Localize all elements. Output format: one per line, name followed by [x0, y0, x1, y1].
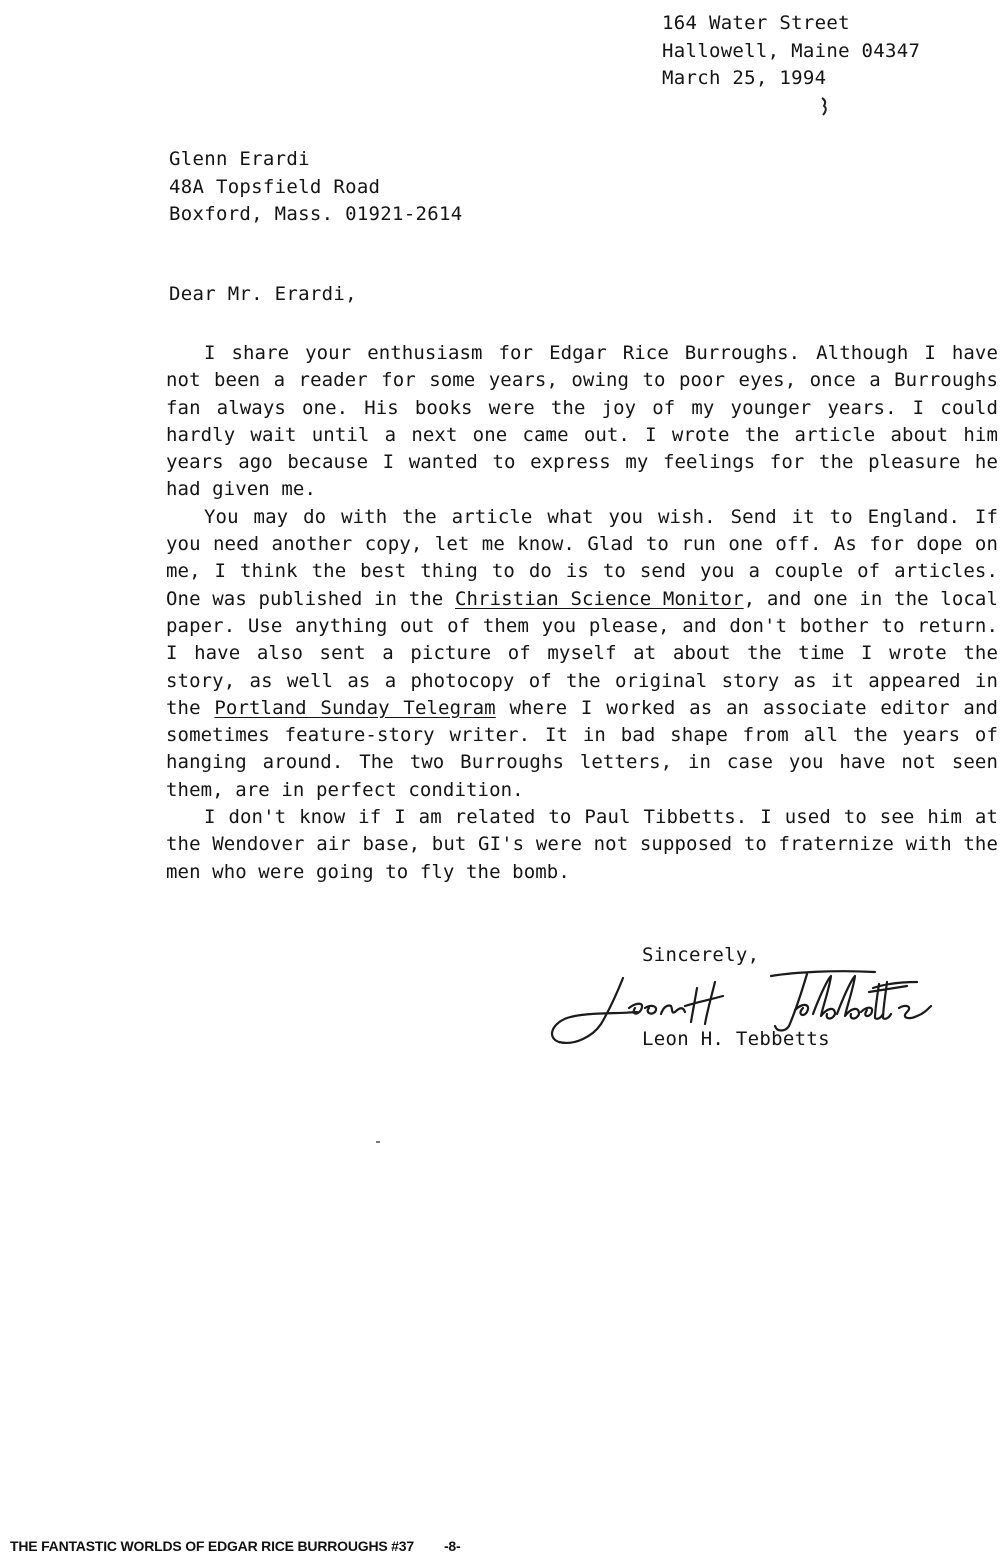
sender-address: [662, 10, 920, 93]
paragraph-2-text-c: , and one in the local paper. Use anything out of them you please, and don't bother to return. I have also sent a picture of myself at about the time I wrote the story, as well as a photocopy of the original story as it appeared in the: [166, 587, 998, 719]
publication-title: THE FANTASTIC WORLDS OF EDGAR RICE BURROUGHS #37: [10, 1538, 414, 1554]
paragraph-2-text-a: You may do with the article what you wish. Send it to England. If you need another copy, let me know. Glad to run one off. As for dope on me, I think the best thing to do is to send you a couple of articles. One was published in the: [166, 505, 998, 610]
page-number: -8-: [443, 1538, 461, 1554]
sender-city-state-zip: Hallowell, Maine 04347: [662, 39, 921, 62]
paper-speck: [376, 1141, 380, 1143]
sender-street: 164 Water Street: [662, 12, 850, 34]
christian-science-monitor-title: Christian Science Monitor: [454, 587, 744, 610]
recipient-name: Glenn Erardi: [169, 148, 310, 170]
paragraph-2-text-e: where I worked as an associate editor and sometimes feature-story writer. It in bad shape from all the years of hanging around. The two Burroughs letters, in case you have not seen them, are in perfect condition.: [166, 696, 999, 801]
recipient-street: 48A Topsfield Road: [169, 175, 381, 198]
paragraph-3: I don't know if I am related to Paul Tibbetts. I used to see him at the Wendover air base, but GI's were not supposed to fraternize with the men who were going to fly the bomb.: [166, 806, 998, 883]
recipient-address: [169, 146, 462, 229]
closing: Sincerely,: [642, 944, 760, 966]
salutation: Dear Mr. Erardi,: [169, 283, 357, 305]
ink-mark: [818, 96, 832, 118]
paragraph-1: I share your enthusiasm for Edgar Rice Burroughs. Although I have not been a reader for some years, owing to poor eyes, once a Burroughs fan always one. His books were the joy of my younger years. I could hardly wait until a next one came out. I wrote the article about him years ago because I wanted to express my feelings for the pleasure he had given me.: [166, 342, 998, 501]
footer: [10, 1538, 460, 1554]
paragraph-2: [166, 504, 998, 804]
portland-sunday-telegram-title: Portland Sunday Telegram: [214, 696, 496, 719]
recipient-city-state-zip: Boxford, Mass. 01921-2614: [169, 203, 463, 225]
typed-name: Leon H. Tebbetts: [642, 1028, 830, 1050]
letter-body: [166, 340, 998, 886]
letter-date: March 25, 1994: [662, 67, 827, 89]
